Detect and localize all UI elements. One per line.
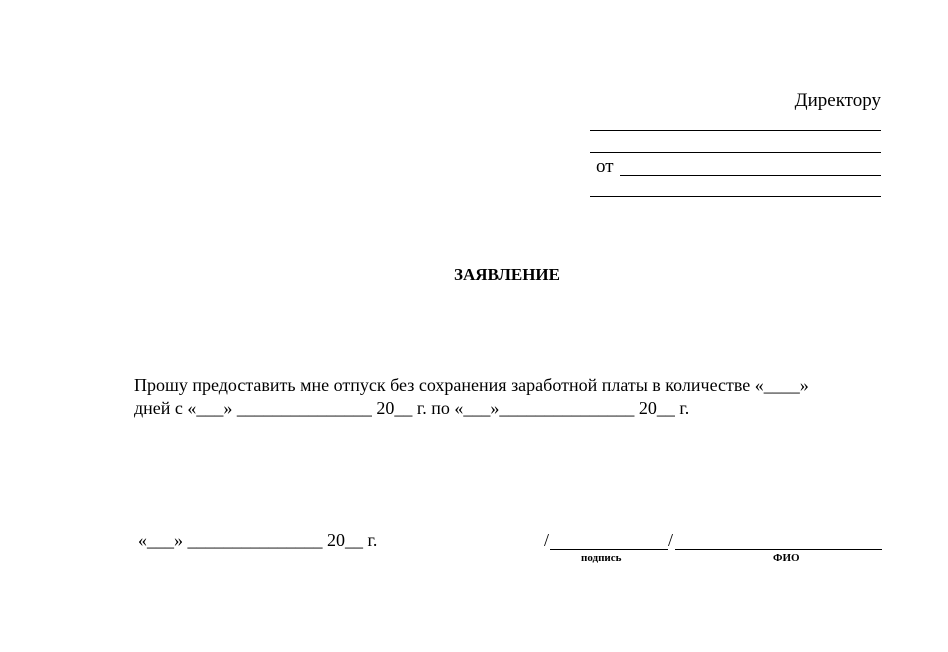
- document-heading: ЗАЯВЛЕНИЕ: [453, 265, 560, 284]
- addressee-name-line-1: [590, 130, 881, 131]
- addressee-name-line-2: [590, 152, 881, 153]
- from-extra-line: [590, 196, 881, 197]
- from-label: от: [596, 156, 614, 177]
- signature-slash-left: /: [544, 530, 550, 550]
- from-name-line: [620, 175, 881, 176]
- full-name-line: [675, 549, 882, 550]
- request-text-line-2: дней с «___» _______________ 20__ г. по «___»_______________ 20__ г.: [134, 398, 690, 418]
- request-text-line-1: Прошу предоставить мне отпуск без сохранения заработной платы в количестве «____»: [134, 375, 809, 395]
- signature-slash-right: /: [668, 530, 674, 550]
- addressee-title: Директору: [794, 90, 881, 111]
- signature-line: [550, 549, 668, 550]
- full-name-caption: ФИО: [773, 552, 800, 564]
- signature-caption: подпись: [581, 552, 622, 564]
- signing-date-line: «___» _______________ 20__ г.: [138, 530, 378, 550]
